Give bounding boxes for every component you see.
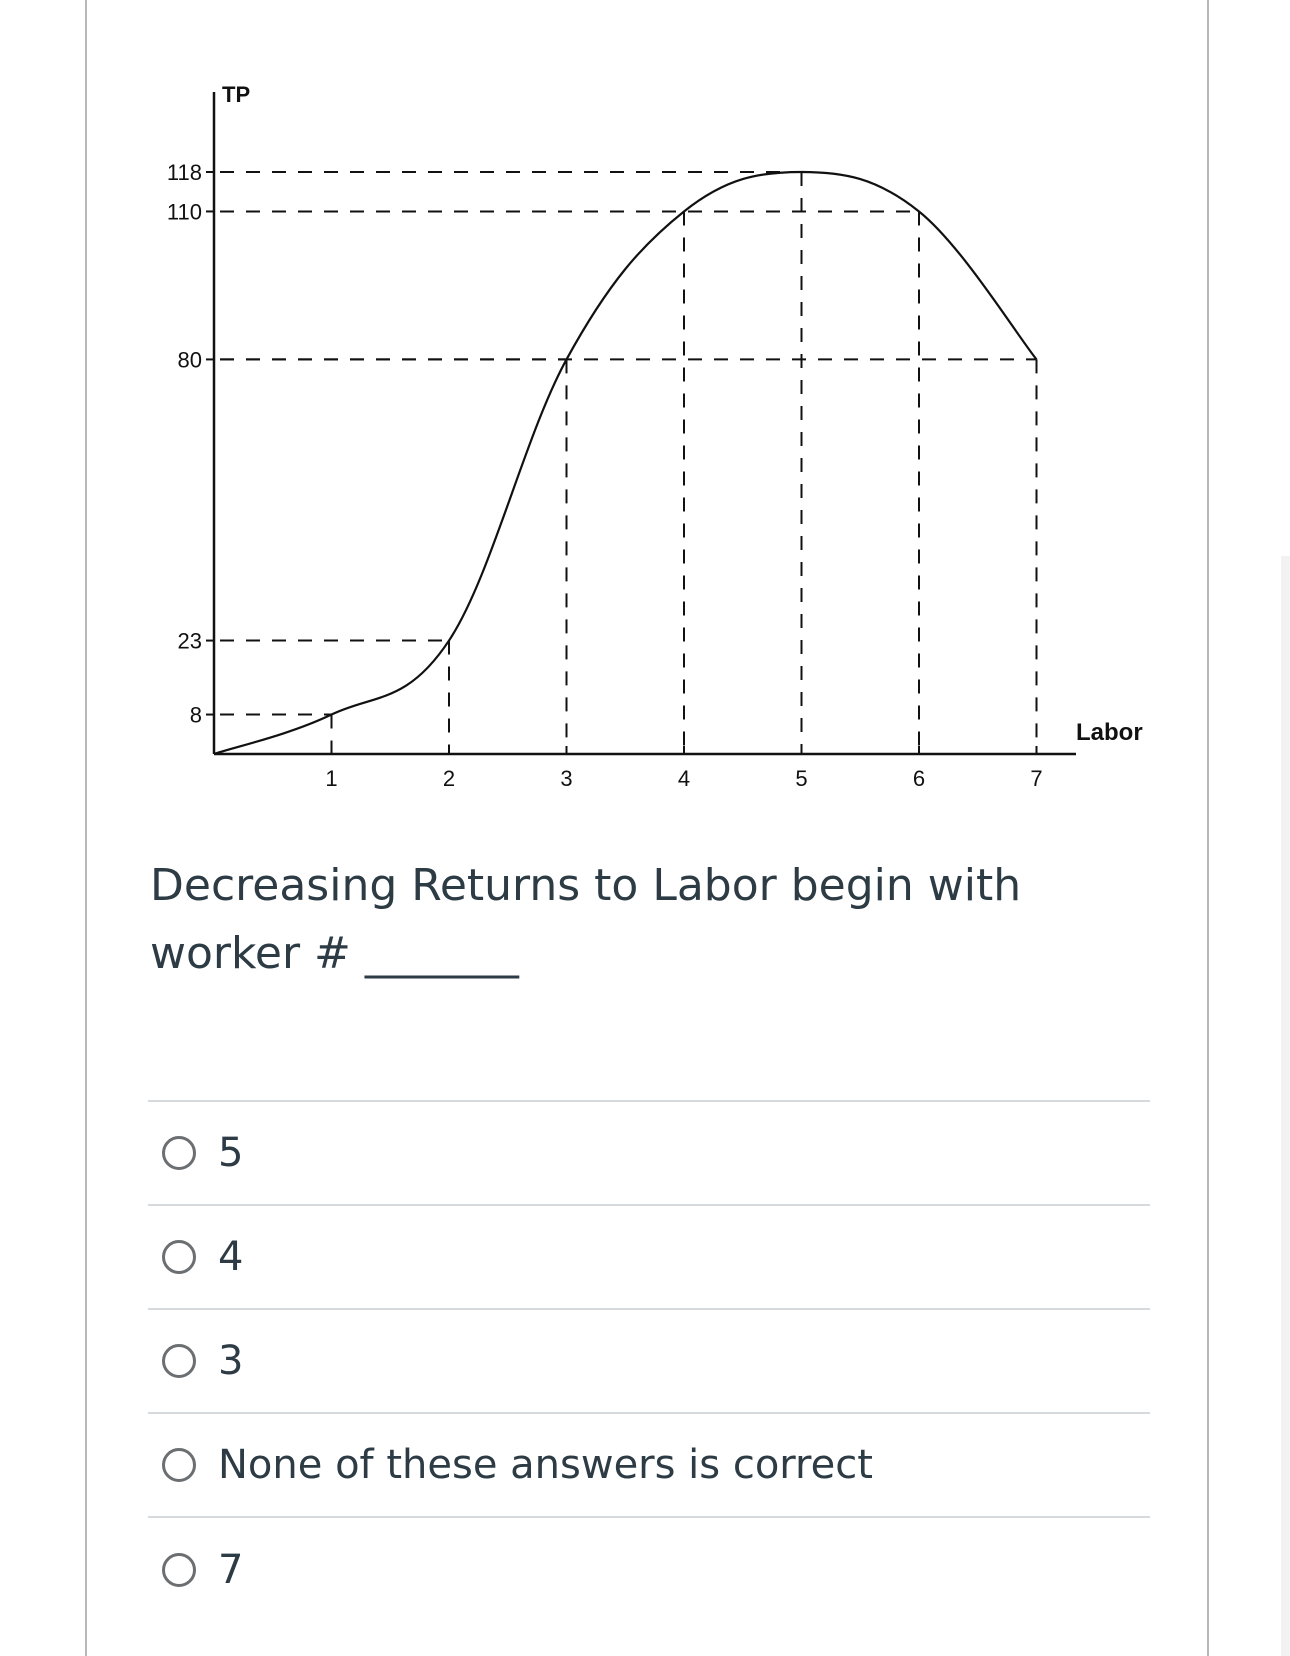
option-4[interactable]: [148, 1414, 1150, 1518]
radio-button[interactable]: [162, 1240, 196, 1274]
option-label: 4: [218, 1234, 244, 1280]
option-label: None of these answers is correct: [218, 1442, 873, 1488]
x-axis-label: Labor: [1076, 719, 1143, 746]
y-axis-label: TP: [222, 82, 251, 107]
option-2[interactable]: [148, 1206, 1150, 1310]
tp-curve: [214, 172, 1037, 754]
radio-button[interactable]: [162, 1448, 196, 1482]
x-tick-label: 1: [325, 766, 338, 791]
radio-button[interactable]: [162, 1344, 196, 1378]
x-tick-label: 6: [912, 766, 926, 791]
x-tick-label: 4: [677, 766, 691, 791]
radio-button[interactable]: [162, 1136, 196, 1170]
option-label: 5: [218, 1130, 244, 1176]
y-ticks: [167, 160, 214, 728]
y-tick-label: 80: [177, 347, 202, 373]
x-tick-label: 3: [560, 766, 573, 791]
tp-chart: [0, 0, 1290, 820]
x-tick-label: 7: [1030, 766, 1043, 791]
y-tick-label: 118: [166, 160, 202, 185]
radio-button[interactable]: [162, 1553, 196, 1587]
y-tick-label: 110: [166, 199, 202, 225]
x-tick-label: 5: [795, 766, 808, 791]
option-5[interactable]: [148, 1518, 1150, 1622]
dashed-guides: [220, 172, 1037, 754]
answer-options: [148, 1100, 1150, 1622]
option-label: 3: [218, 1338, 244, 1384]
x-tick-label: 2: [442, 766, 456, 791]
question-text: Decreasing Returns to Labor begin with worker # _______: [150, 860, 1022, 980]
option-label: 7: [218, 1547, 244, 1593]
y-tick-label: 8: [189, 702, 202, 728]
option-1[interactable]: [148, 1102, 1150, 1206]
option-3[interactable]: [148, 1310, 1150, 1414]
y-tick-label: 23: [177, 628, 202, 654]
